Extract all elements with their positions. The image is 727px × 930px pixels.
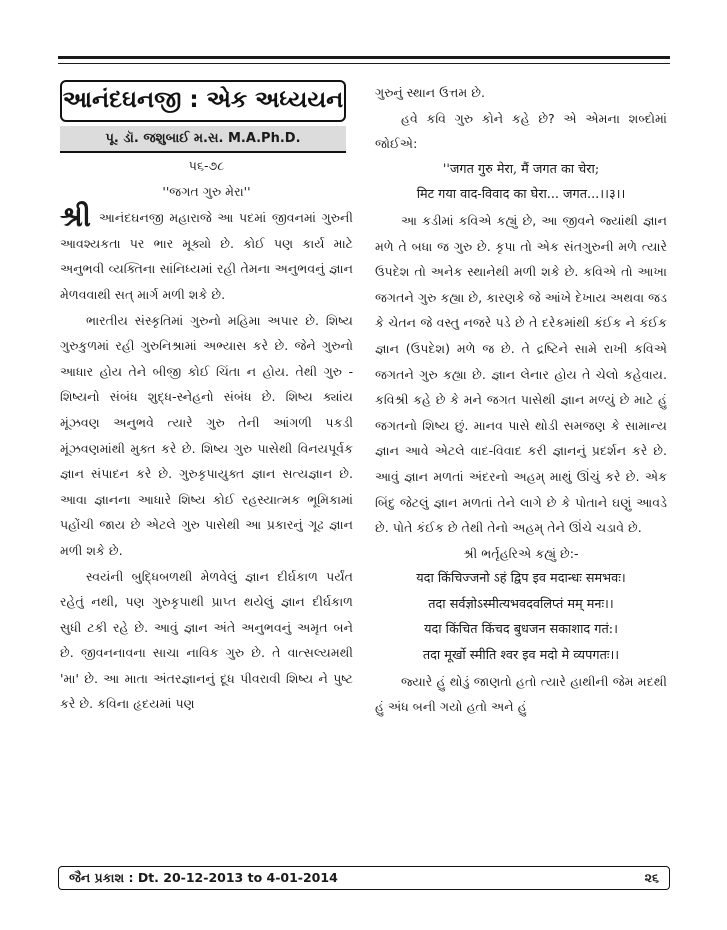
paragraph: હવે કવિ ગુરુ કોને કહે છે? એ એમના શબ્દોમાં જોઈએ: [375,110,667,152]
sloka-line: यदा किंचिज्जनो ऽहं द्विप इव मदान्धः समभवः। [416,571,626,587]
sloka-line: तदा सर्वज्ञोऽस्मीत्यभवदवलिप्तं मम् मनः।। [428,596,614,612]
section-number: પ૬-૭૮ [188,158,225,173]
sloka-line: तदा मूर्खो स्मीति श्वर इव मदो मे व्यपगतः।। [422,648,620,664]
paragraph: ગુરુનું સ્થાન ઉત્તમ છે. [375,85,485,100]
paragraph: આ કડીમાં કવિએ કહ્યું છે, આ જીવને જ્યાંથી જ્ઞાન મળે તે બધા જ ગુરુ છે. કૃપા તો એક સંતગુરુની મળે ત્યારે ઉપદેશ તો અનેક સ્થાનેથી મળી શકે છે. કવિએ તો આખા જગતને ગુરુ કહ્યા છે, કારણકે જે આંખે દેખાય અથવા જડ કે ચેતન જે વસ્તુ નજરે પડે છે તે દરેકમાંથી કંઈક ને કંઈક જ્ઞાન (ઉપદેશ) મળે જ છે. તે દ્રષ્ટિને સામે રાખી કવિએ જગતને ગુરુ કહ્યા છે. જ્ઞાન લેનાર હોય તે ચેલો કહેવાય. કવિશ્રી કહે છે કે મને જગત પાસેથી જ્ઞાન મળ્યું છે માટે હું જગતનો શિષ્ય છું. માનવ પાસે થોડી સમજણ કે સામાન્ય જ્ઞાન આવે એટલે વાદ-વિવાદ કરી જ્ઞાનનું પ્રદર્શન કરે છે. આવું જ્ઞાન મળતાં અંદરનો અહમ્ માથું ઊંચું કરે છે. એક બિંદુ જેટલું જ્ઞાન મળતાં તેને લાગે છે કે પોતાને ઘણું આવડે છે. પોતે કંઈક છે તેથી તેનો અહમ્ તેને ઊંચે ચડાવે છે. [375,212,667,536]
paragraph [60,200,353,307]
sloka-line: यदा किंचित किंचद बुधजन सकाशाद गतं:। [424,622,618,638]
paragraph: સ્વયંની બુદ્ધિબળથી મેળવેલું જ્ઞાન દીર્ઘકાળ પર્યંત રહેતું નથી, પણ ગુરુકૃપાથી પ્રાપ્ત થયેલું જ્ઞાન દીર્ઘકાળ સુધી ટકી રહે છે. આવું જ્ઞાન અંતે અનુભવનું અમૃત બને છે. જીવનનાવના સાચા નાવિક ગુરુ છે. તે વાત્સલ્યમથી 'મા' છે. આ માતા અંતરજ્ઞાનનું દૂધ પીવરાવી શિષ્ય ને પુષ્ટ કરે છે. કવિના હૃદયમાં પણ [60,568,353,712]
author-line: પૂ. ડૉ. જશુબાઈ મ.સ. M.A.Ph.D. [60,126,346,153]
paragraph-opening: આનંદઘનજી મહારાજે આ પદમાં [98,210,267,226]
paragraph-text: જીવનમાં ગુરુની આવશ્યકતા પર ભાર મૂક્યો છે. કોઈ પણ કાર્ય માટે અનુભવી વ્યક્તિના સાંનિધ્યમાં રહી તેમના અનુભવનું જ્ઞાન મેળવવાથી સત્ માર્ગ મળી શકે છે. [60,210,353,302]
dropcap: શ્રી [60,200,91,234]
publication-info: જૈન પ્રકાશ : Dt. 20-12-2013 to 4-01-2014 [69,870,338,885]
top-rule-thick [58,56,670,59]
page-footer [58,866,670,890]
right-column [375,80,667,720]
section-title: ''જગત ગુરુ મેરા'' [162,183,251,199]
left-column [60,80,353,717]
top-rule-thin [58,63,670,64]
paragraph: જ્યારે હું થોડું જાણતો હતો ત્યારે હાથીની જેમ મદથી હું અંધ બની ગયો હતો અને હું [375,673,667,715]
page-number: ૨૬ [644,870,659,885]
verse-line: ''जगत गुरु मेरा, मैं जगत का चेरा; [442,161,600,177]
quote-intro: શ્રી ભર્તૃહરિએ કહ્યું છે:- [463,545,579,561]
article-title: આનંદઘનજી : એક અધ્યયન [60,80,346,122]
paragraph: ભારતીય સંસ્કૃતિમાં ગુરુનો મહિમા અપાર છે. શિષ્ય ગુરુકુળમાં રહી ગુરુનિશ્રામાં અભ્યાસ કરે છે. જેને ગુરુનો આધાર હોય તેને બીજી કોઈ ચિંતા ન હોય. તેથી ગુરુ - શિષ્યનો સંબંધ શુદ્ધ-સ્નેહનો સંબંધ છે. શિષ્ય ક્યાંય મૂંઝવણ અનુભવે ત્યારે ગુરુ તેની આંગળી પકડી મૂંઝવણમાંથી મુક્ત કરે છે. શિષ્ય ગુરુ પાસેથી વિનયપૂર્વક જ્ઞાન સંપાદન કરે છે. ગુરુકૃપાયુક્ત જ્ઞાન સત્યજ્ઞાન છે. આવા જ્ઞાનના આધારે શિષ્ય કોઈ રહસ્યાત્મક ભૂમિકામાં પહોંચી જાય છે એટલે ગુરુ પાસેથી આ પ્રકારનું ગૂઢ જ્ઞાન મળી શકે છે. [60,312,353,558]
verse-line: मिट गया वाद-विवाद का घेरा... जगत...।।३।। [416,187,626,203]
